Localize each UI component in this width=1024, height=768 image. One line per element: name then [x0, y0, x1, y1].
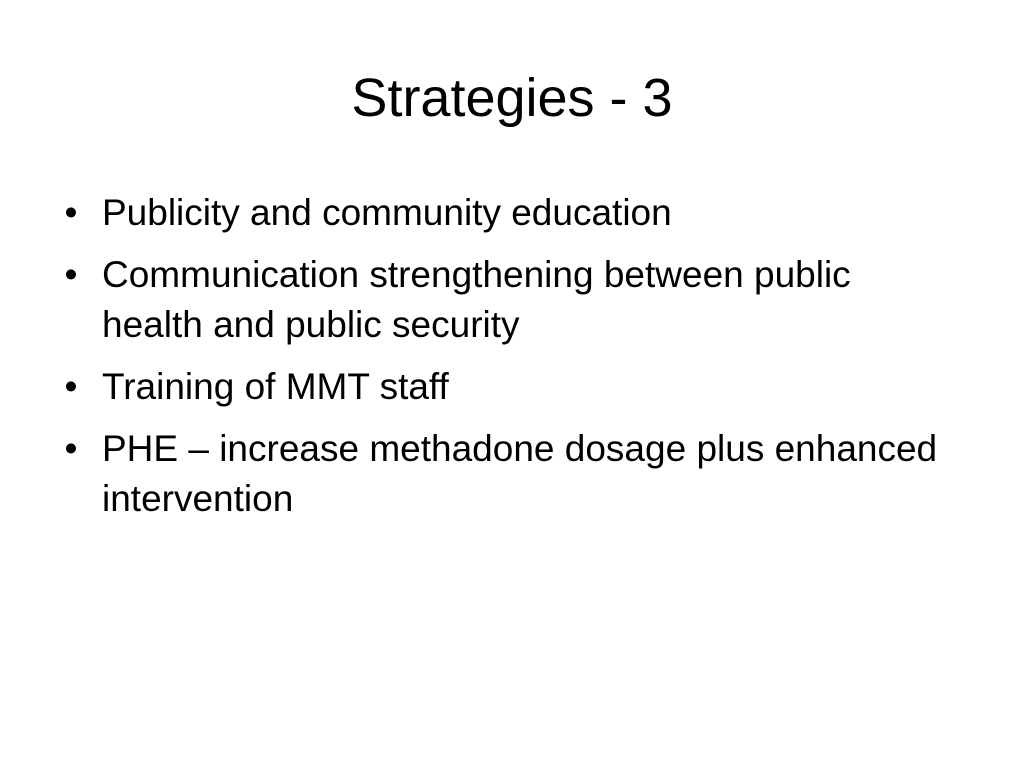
bullet-text: Publicity and community education	[102, 192, 672, 233]
bullet-text: Communication strengthening between public health and public security	[102, 254, 851, 345]
bullet-text: PHE – increase methadone dosage plus enhanced intervention	[102, 428, 938, 519]
bullet-item	[56, 424, 956, 524]
bullet-list	[56, 188, 956, 536]
bullet-dot-icon: •	[64, 254, 78, 295]
bullet-dot-icon: •	[64, 366, 78, 407]
bullet-item	[56, 188, 956, 238]
bullet-item	[56, 362, 956, 412]
slide-title: Strategies - 3	[351, 68, 673, 128]
bullet-text: Training of MMT staff	[102, 366, 449, 407]
bullet-dot-icon: •	[64, 428, 78, 469]
bullet-dot-icon: •	[64, 192, 78, 233]
bullet-item	[56, 250, 956, 350]
